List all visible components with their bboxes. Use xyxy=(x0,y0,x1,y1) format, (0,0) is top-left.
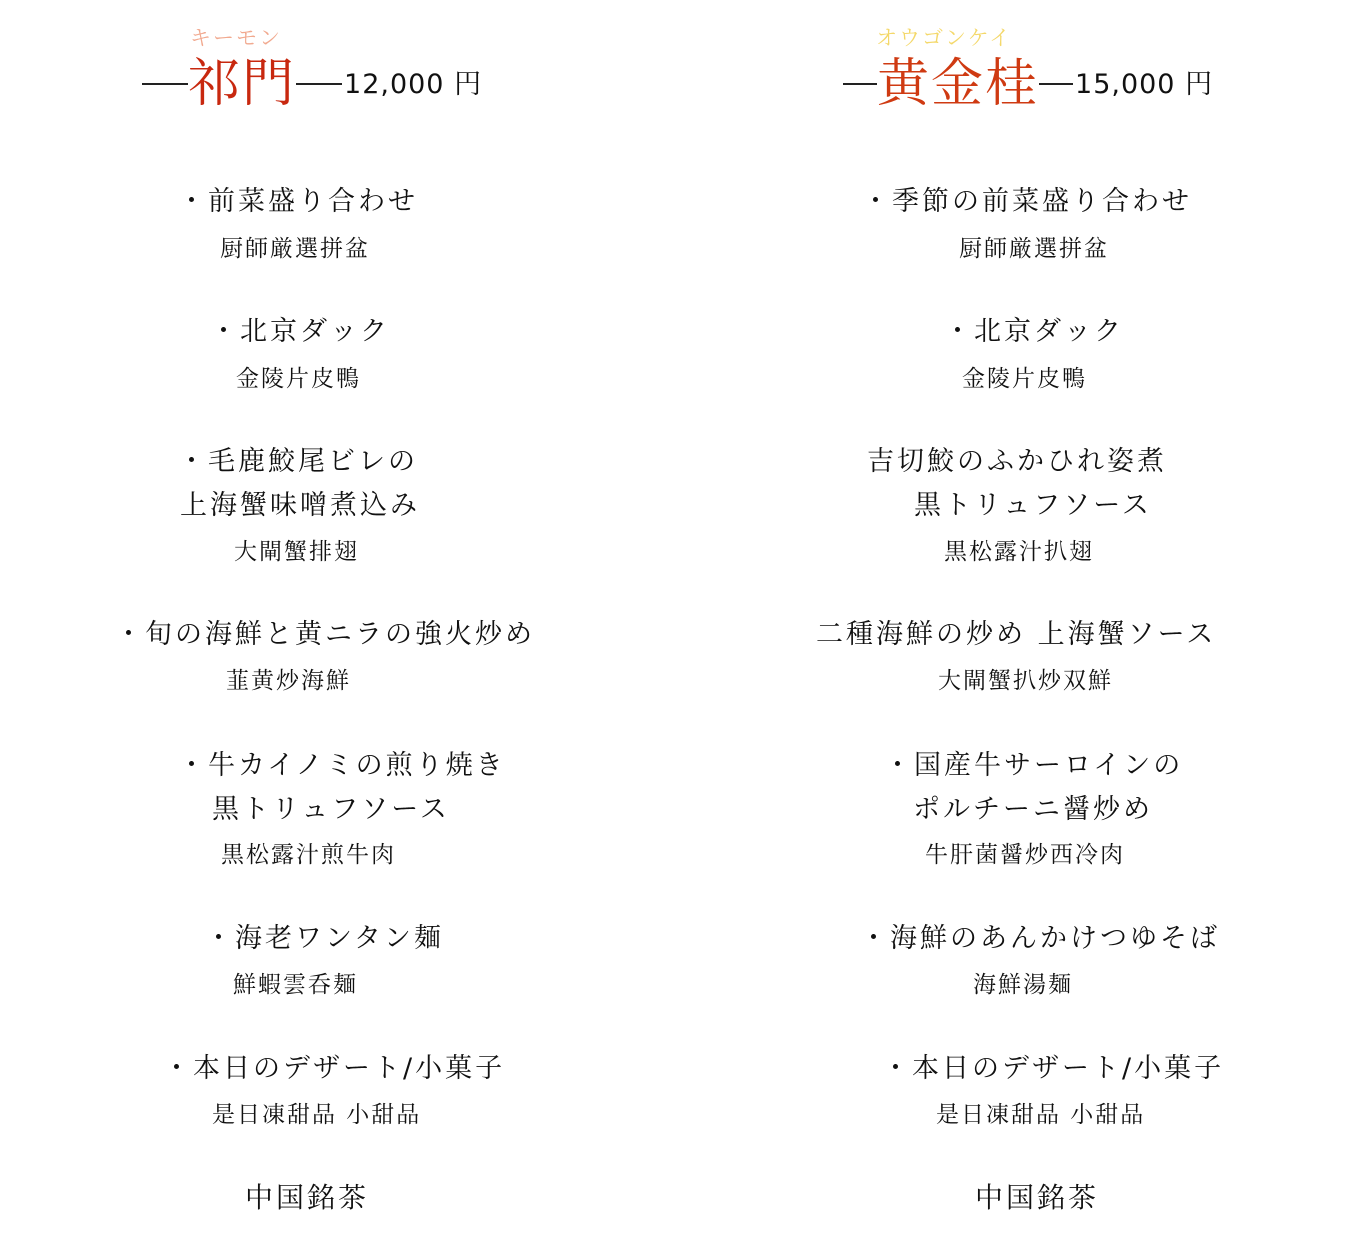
title-dash-left xyxy=(142,83,188,85)
dish-chinese-name: 黒松露汁扒翅 xyxy=(944,539,1094,565)
dish-chinese-name: 是日凍甜品 小甜品 xyxy=(212,1102,422,1128)
dish-name: 二種海鮮の炒め 上海蟹ソース xyxy=(816,619,1217,650)
dish-chinese-name: 鮮蝦雲呑麺 xyxy=(233,972,358,998)
dish-name: ・本日のデザート/小菓子 xyxy=(163,1053,506,1084)
dish-chinese-name: 牛肝菌醤炒西冷肉 xyxy=(925,842,1125,868)
course-title: 祁門 xyxy=(188,54,297,114)
course-price: 15,000 円 xyxy=(1075,68,1214,100)
tea-item: 中国銘茶 xyxy=(975,1181,1100,1214)
dish-chinese-name: 是日凍甜品 小甜品 xyxy=(936,1102,1146,1128)
title-dash-left xyxy=(843,83,877,85)
course-header xyxy=(843,54,1214,114)
dish-name: ・本日のデザート/小菓子 xyxy=(882,1053,1225,1084)
title-dash-right xyxy=(296,83,342,85)
dish-chinese-name: 厨師厳選拼盆 xyxy=(959,236,1109,262)
dish-chinese-name: 厨師厳選拼盆 xyxy=(220,236,370,262)
dish-name: ・国産牛サーロインの xyxy=(884,750,1184,781)
course-title: 黄金桂 xyxy=(877,54,1040,114)
title-dash-right xyxy=(1039,83,1073,85)
dish-name: ・前菜盛り合わせ xyxy=(178,186,418,217)
course-price: 12,000 円 xyxy=(344,68,483,100)
dish-chinese-name: 大閘蟹排翅 xyxy=(234,539,359,565)
dish-chinese-name: 海鮮湯麺 xyxy=(973,972,1073,998)
dish-chinese-name: 金陵片皮鴨 xyxy=(962,366,1087,392)
course-header xyxy=(142,54,483,114)
dish-name: ・北京ダック xyxy=(944,316,1124,347)
dish-chinese-name: 大閘蟹扒炒双鮮 xyxy=(938,668,1113,694)
dish-name: ・季節の前菜盛り合わせ xyxy=(862,186,1192,217)
course-ruby: オウゴンケイ xyxy=(876,26,1013,50)
dish-name: ・旬の海鮮と黄ニラの強火炒め xyxy=(115,619,535,650)
dish-name: 吉切鮫のふかひれ姿煮 xyxy=(867,446,1167,477)
dish-chinese-name: 金陵片皮鴨 xyxy=(236,366,361,392)
dish-name: ・毛鹿鮫尾ビレの xyxy=(178,446,418,477)
dish-name-line-2: 上海蟹味噌煮込み xyxy=(180,490,420,521)
dish-name-line-2: ポルチーニ醤炒め xyxy=(913,794,1153,825)
course-ruby: キーモン xyxy=(190,26,282,50)
dish-name: ・海老ワンタン麺 xyxy=(205,923,444,954)
dish-name: ・北京ダック xyxy=(210,316,390,347)
dish-name-line-2: 黒トリュフソース xyxy=(914,490,1152,521)
tea-item: 中国銘茶 xyxy=(245,1181,370,1214)
dish-name: ・海鮮のあんかけつゆそば xyxy=(860,923,1220,954)
dish-chinese-name: 黒松露汁煎牛肉 xyxy=(221,842,396,868)
dish-name-line-2: 黒トリュフソース xyxy=(212,794,450,825)
dish-chinese-name: 韮黄炒海鮮 xyxy=(226,668,351,694)
course-ougonkei xyxy=(680,0,1357,1258)
dish-name: ・牛カイノミの煎り焼き xyxy=(178,750,506,781)
